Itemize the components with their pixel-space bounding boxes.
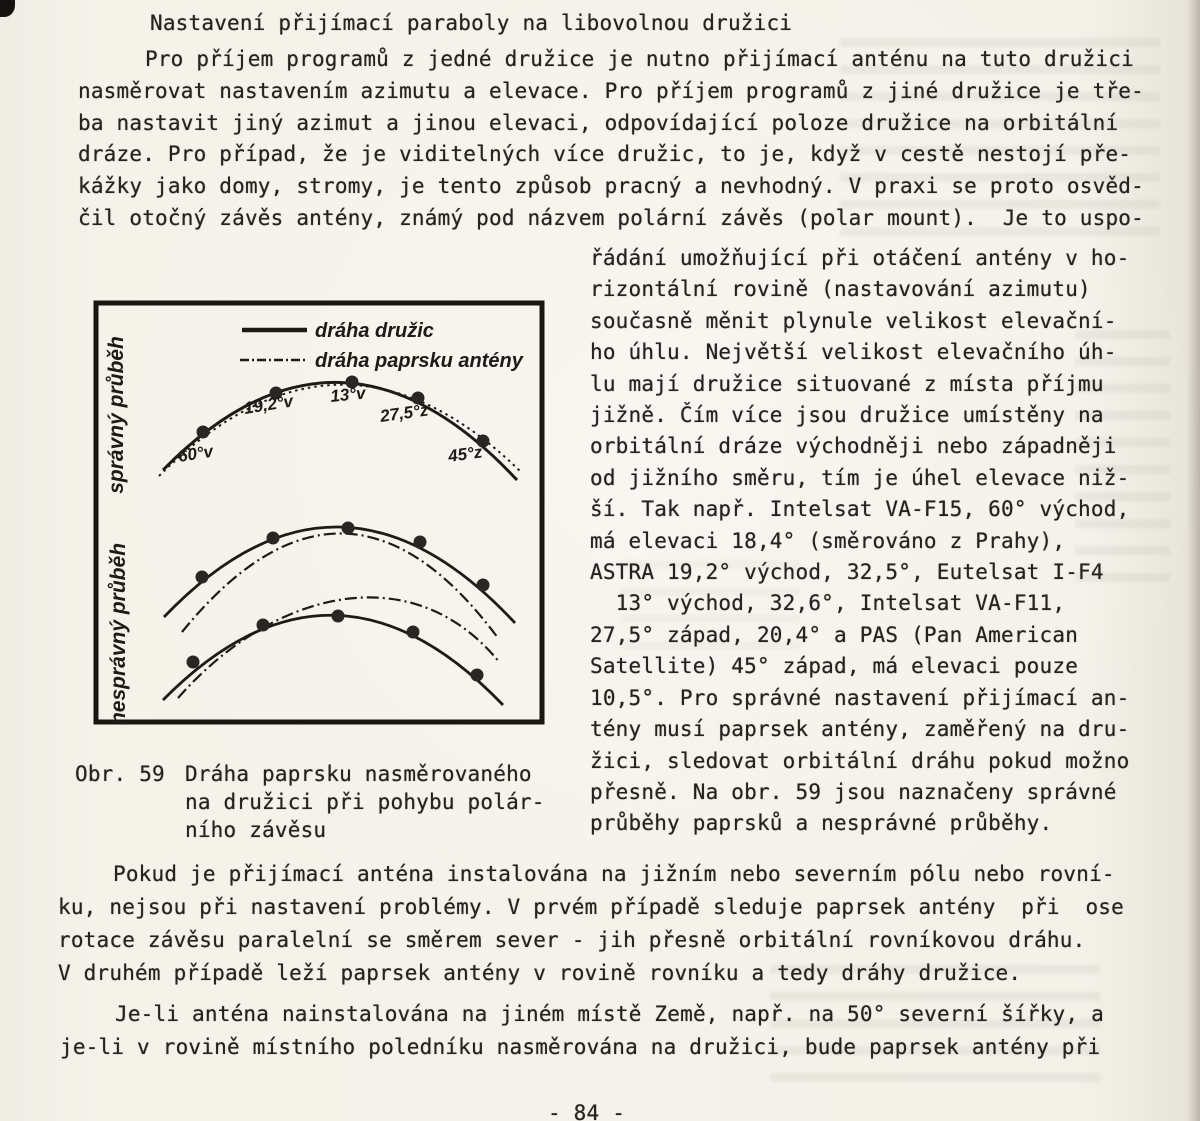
text-line: V druhém případě leží paprsek antény v rovině rovníku a tedy dráhy družice. <box>58 961 1022 985</box>
satellite-dot <box>414 536 427 549</box>
label-incorrect-tracking: nesprávný průběh <box>107 542 130 726</box>
caption-line: ního závěsu <box>185 818 327 842</box>
satellite-dot <box>196 571 209 584</box>
text-line: nasměrovat nastavením azimutu a elevace. Pro příjem programů z jiné družice je tře- <box>78 78 1144 103</box>
scan-edge-shadow <box>1186 0 1200 1121</box>
orbit-curve-incorrect-2 <box>163 615 503 705</box>
text-line: současně měnit plynule velikost elevační- <box>590 308 1117 333</box>
text-line: ASTRA 19,2° východ, 32,5°, Eutelsat I-F4 <box>590 560 1104 585</box>
satellite-dot <box>342 522 355 535</box>
beam-curve-incorrect-1 <box>182 533 498 638</box>
text-line: průběhy paprsků a nesprávné průběhy. <box>590 811 1053 836</box>
text-line: jižně. Čím více jsou družice umístěny na <box>590 403 1104 428</box>
satellite-label: 13°v <box>329 383 367 406</box>
label-correct-tracking: správný průběh <box>105 336 128 494</box>
text-line: ho úhlu. Největší velikost elevačního úh- <box>590 340 1117 365</box>
text-line: rizontální rovině (nastavování azimutu) <box>590 277 1091 302</box>
legend-beam-label: dráha paprsku antény <box>315 350 523 372</box>
text-line: Pro příjem programů z jedné družice je nutno přijímací anténu na tuto družici <box>145 47 1134 71</box>
satellite-dot <box>407 626 420 639</box>
satellite-label: 45°z <box>446 442 484 466</box>
text-line: kážky jako domy, stromy, je tento způsob pracný a nevhodný. V praxi se proto osvěd- <box>78 174 1144 199</box>
page-number: - 84 - <box>548 1101 626 1121</box>
satellite-dot <box>471 669 484 682</box>
figure-59-diagram <box>93 300 545 727</box>
legend-orbit-label: dráha družic <box>315 320 434 342</box>
caption-line: Dráha paprsku nasměrovaného <box>185 762 532 786</box>
text-line: Pokud je přijímací anténa instalována na jižním nebo severním pólu nebo rovní- <box>113 862 1115 886</box>
text-line: řádání umožňující při otáčení antény v ho- <box>590 246 1130 270</box>
text-line: je-li v rovině místního poledníku nasměrována na družici, bude paprsek antény při <box>60 1035 1101 1059</box>
text-line: 10,5°. Pro správné nastavení přijímací an- <box>590 685 1130 710</box>
text-line: 27,5° západ, 20,4° a PAS (Pan American <box>590 622 1079 647</box>
paragraph-intro <box>78 44 1144 235</box>
text-line: dráze. Pro případ, že je viditelných více družic, to je, když v cestě nestojí pře- <box>78 142 1132 167</box>
text-line: ku, nejsou při nastavení problémy. V prvém případě sleduje paprsek antény při ose <box>58 895 1124 919</box>
satellite-dot <box>197 426 210 439</box>
text-line: žici, sledovat orbitální dráhu pokud možno <box>590 748 1130 773</box>
text-line: tény musí paprsek antény, zaměřený na dru- <box>590 717 1130 742</box>
figure-caption-number: Obr. 59 <box>75 762 165 786</box>
paragraph-other-location <box>60 998 1104 1064</box>
figure-caption-text <box>185 760 545 844</box>
text-line: orbitální dráze východněji nebo západněji <box>590 434 1117 459</box>
text-line: rotace závěsu paralelní se směrem sever - jih přesně orbitální rovníkovou dráhu. <box>58 928 1086 952</box>
orbit-curve-incorrect-1 <box>164 527 515 623</box>
text-line: má elevaci 18,4° (směrováno z Prahy), <box>590 528 1066 553</box>
text-line: ba nastavit jiný azimut a jinou elevaci, odpovídající poloze družice na orbitální <box>78 110 1119 135</box>
text-line: 13° východ, 32,6°, Intelsat VA-F11, <box>590 591 1066 616</box>
text-line: Je-li anténa nainstalována na jiném místě Země, např. na 50° severní šířky, a <box>115 1002 1104 1026</box>
satellite-dot <box>477 579 490 592</box>
satellite-dot <box>187 656 200 669</box>
satellite-label: 19,2°v <box>242 391 295 418</box>
caption-line: na družici při pohybu polár- <box>185 790 545 814</box>
text-line: od jižního směru, tím je úhel elevace niž- <box>590 465 1130 490</box>
text-line: ší. Tak např. Intelsat VA-F15, 60° východ, <box>590 497 1130 522</box>
satellite-dot <box>267 532 280 545</box>
scan-corner-mark <box>0 0 15 17</box>
text-line: lu mají družice situované z místa příjmu <box>590 371 1104 396</box>
page-title: Nastavení přijímací paraboly na libovolnou družici <box>150 11 793 35</box>
satellite-dot <box>332 610 345 623</box>
text-line: Satellite) 45° západ, má elevaci pouze <box>590 654 1079 679</box>
right-column-text <box>590 243 1129 840</box>
paragraph-poles <box>58 858 1124 990</box>
satellite-label: 60°v <box>176 441 215 466</box>
text-line: přesně. Na obr. 59 jsou naznačeny správné <box>590 779 1117 804</box>
satellite-label: 27,5°z <box>378 400 430 426</box>
satellite-dot <box>257 619 270 632</box>
text-line: čil otočný závěs antény, známý pod názvem polární závěs (polar mount). Je to uspo- <box>78 205 1144 230</box>
